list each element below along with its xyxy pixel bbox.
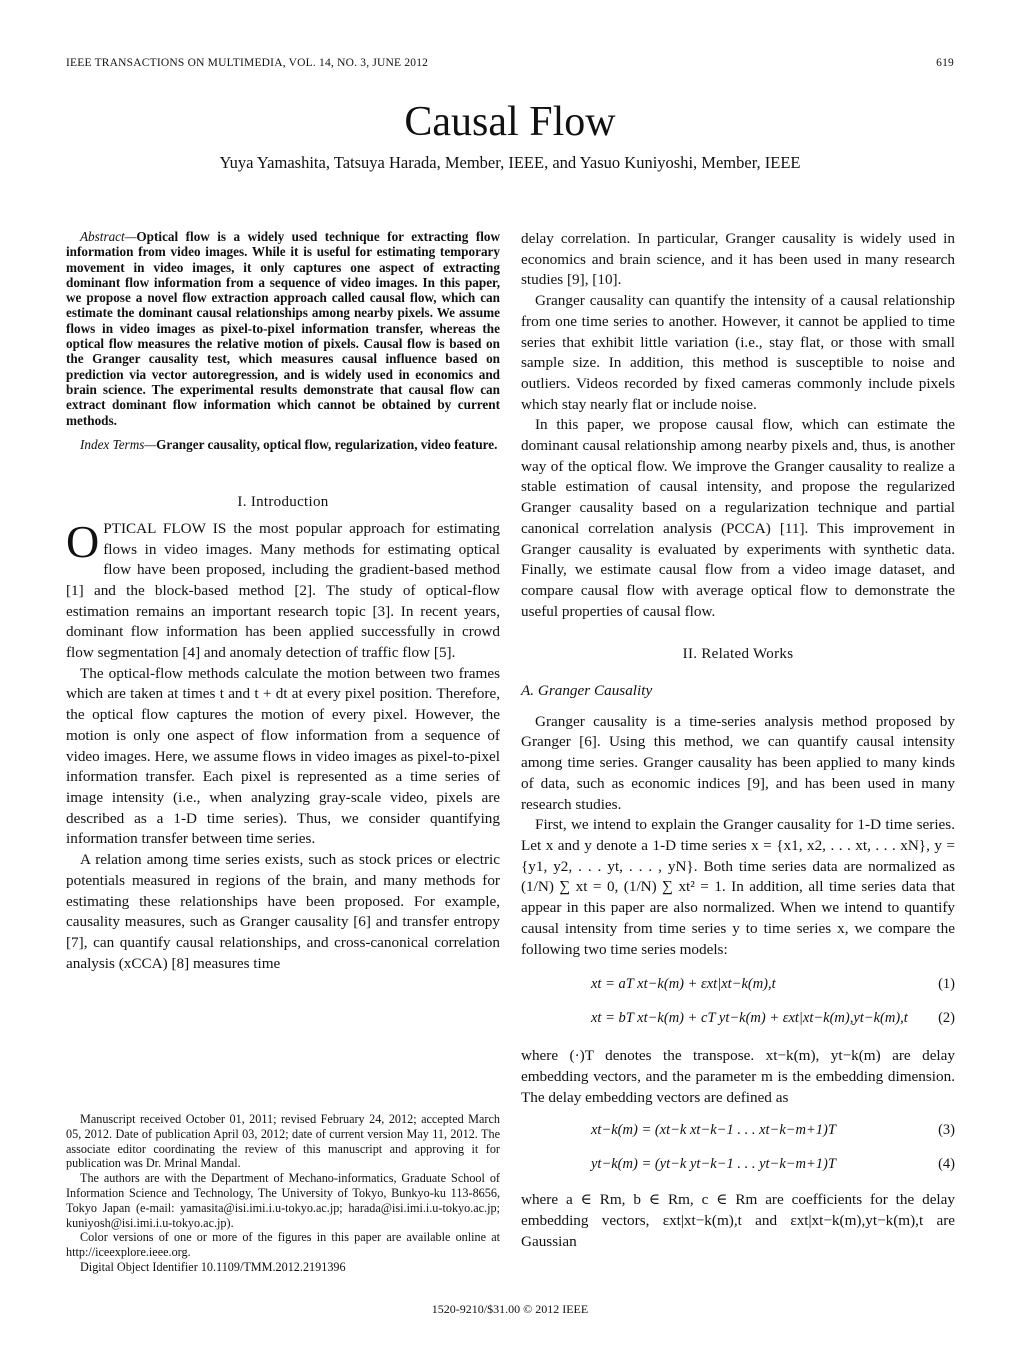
right-column bbox=[521, 229, 955, 1252]
footnote-doi: Digital Object Identifier 10.1109/TMM.2012.2191396 bbox=[80, 1259, 346, 1274]
granger-paragraph-2: First, we intend to explain the Granger causality for 1-D time series. Let x and y denote a 1-D time series x = {x1, x2, . . . xt, . . . xN}, y = {y1, y2, . . . yt, . . . , yN}. Both time series data are normalized as (1/N) ∑ xt = 0, (1/N) ∑ xt² = 1. In addition, all time series data that appear in this paper are also normalized. When we intend to quantify causal intensity from time series y to time series x, we compare the following two time series models: bbox=[521, 816, 955, 958]
subsection-heading-granger: A. Granger Causality bbox=[521, 682, 653, 700]
granger-paragraph-4: where a ∈ Rm, b ∈ Rm, c ∈ Rm are coefficients for the delay embedding vectors, εxt|xt−k(m),t and εxt|xt−k(m),yt−k(m),t are Gaussian bbox=[521, 1191, 955, 1250]
equation-2 bbox=[521, 1004, 955, 1038]
equation-1-body: xt = aT xt−k(m) + εxt|xt−k(m),t bbox=[591, 976, 776, 993]
footnotes bbox=[66, 1112, 500, 1275]
index-terms-label: Index Terms— bbox=[80, 436, 157, 452]
intro-paragraph-3: A relation among time series exists, such as stock prices or electric potentials measured in regions of the brain, and many methods for estimating these relationships have been proposed. For example, causality measures, such as Granger causality [6] and transfer entropy [7], can quantify causal relationships, and cross-canonical correlation analysis (xCCA) [8] measures time bbox=[66, 851, 500, 972]
right-paragraph-2: In this paper, we propose causal flow, which can estimate the dominant causal relationship among nearby pixels and, thus, is another way of the optical flow. We improve the Granger causality to realize a stable estimation of causal intensity, and propose the regularized Granger causality based on a regularization technique and partial canonical correlation analysis (PCCA) [11]. This improvement in Granger causality is evaluated by experiments with synthetic data. Finally, we estimate causal flow from a video image dataset, and compare causal flow with average optical flow to demonstrate the useful properties of causal flow. bbox=[521, 416, 955, 620]
equation-2-body: xt = bT xt−k(m) + cT yt−k(m) + εxt|xt−k(m),yt−k(m),t bbox=[591, 1010, 908, 1027]
right-paragraph-0: delay correlation. In particular, Granger causality is widely used in economics and brain science, and it has been used in many research studies [9], [10]. bbox=[521, 230, 955, 289]
journal-name: IEEE TRANSACTIONS ON MULTIMEDIA, VOL. 14, NO. 3, JUNE 2012 bbox=[66, 57, 429, 69]
equation-2-number: (2) bbox=[938, 1010, 955, 1027]
footnote-affiliation: The authors are with the Department of Mechano-informatics, Graduate School of Information Science and Technology, The University of Tokyo, Bunkyo-ku 113-8656, Tokyo Japan (e-mail: yamasita@isi.imi.i.u-tokyo.ac.jp; harada@isi.imi.i.u-tokyo.ac.jp; kuniyosh@isi.imi.i.u-tokyo.ac.jp). bbox=[66, 1171, 500, 1230]
intro-paragraph-1 bbox=[66, 515, 500, 664]
footnote-manuscript: Manuscript received October 01, 2011; revised February 24, 2012; accepted March 05, 2012. Date of publication April 03, 2012; date of current version May 11, 2012. The associate editor coordinating the review of this manuscript and approving it for publication was Dr. Mrinal Mandal. bbox=[66, 1112, 500, 1171]
page-number: 619 bbox=[936, 57, 954, 69]
equation-4-number: (4) bbox=[938, 1156, 955, 1173]
intro-paragraph-1-text: PTICAL FLOW IS the most popular approach for estimating flows in video images. Many methods for estimating optical flow have been proposed, including the gradient-based method [1] and the block-based method [2]. The study of optical-flow estimation remains an important research topic [3]. In recent years, dominant flow information has been applied successfully in crowd flow segmentation [4] and anomaly detection of traffic flow [5]. bbox=[66, 519, 500, 662]
equation-4-body: yt−k(m) = (yt−k yt−k−1 . . . yt−k−m+1)T bbox=[591, 1156, 836, 1173]
section-heading-introduction: I. Introduction bbox=[237, 494, 329, 511]
abstract bbox=[66, 229, 500, 428]
drop-cap: O bbox=[66, 515, 100, 567]
abstract-label: Abstract— bbox=[80, 229, 137, 244]
left-column bbox=[66, 229, 500, 974]
equation-4 bbox=[521, 1150, 955, 1184]
footnote-color: Color versions of one or more of the figures in this paper are available online at http://iceexplore.ieee.org. bbox=[66, 1230, 500, 1260]
intro-paragraph-2: The optical-flow methods calculate the motion between two frames which are taken at times t and t + dt at every pixel position. Therefore, the optical flow captures the motion of every pixel. However, the motion is only one aspect of flow information from a sequence of video images. Here, we assume flows in video images as pixel-to-pixel information transfer. Each pixel is represented as a time series of image intensity (i.e., when analyzing gray-scale video, pixels are described as a 1-D time series). Thus, we consider quantifying information transfer between time series. bbox=[66, 664, 500, 848]
paper-title: Causal Flow bbox=[404, 99, 616, 145]
equation-3 bbox=[521, 1116, 955, 1150]
right-paragraph-1: Granger causality can quantify the intensity of a causal relationship from one time series to another. However, it cannot be applied to time series that exhibit little variation (i.e., stay flat, or those with small sample size. In addition, this method is susceptible to noise and outliers. Videos recorded by fixed cameras commonly include pixels which stay nearly flat or include noise. bbox=[521, 292, 955, 413]
abstract-text: Optical flow is a widely used technique for extracting flow information from video images. While it is useful for estimating temporary movement in video images, it only captures one aspect of extracting dominant flow information from a sequence of video images. In this paper, we propose a novel flow extraction approach called causal flow, which can estimate the dominant causal relationships among nearby pixels. We assume flows in video images as pixel-to-pixel information transfer, whereas the optical flow measures the relative motion of pixels. Causal flow is based on the Granger causality test, which measures causal influence based on prediction via vector autoregression, and is widely used in economics and brain science. The experimental results demonstrate that causal flow can extract dominant flow information which cannot be obtained by current methods. bbox=[66, 229, 500, 428]
equation-3-number: (3) bbox=[938, 1122, 955, 1139]
section-heading-related-works: II. Related Works bbox=[682, 646, 794, 663]
equation-1-number: (1) bbox=[938, 976, 955, 993]
author-line: Yuya Yamashita, Tatsuya Harada, Member, IEEE, and Yasuo Kuniyoshi, Member, IEEE bbox=[219, 153, 801, 172]
equation-1 bbox=[521, 970, 955, 1004]
granger-paragraph-3: where (·)T denotes the transpose. xt−k(m), yt−k(m) are delay embedding vectors, and the parameter m is the embedding dimension. The delay embedding vectors are defined as bbox=[521, 1047, 955, 1106]
copyright-line: 1520-9210/$31.00 © 2012 IEEE bbox=[431, 1302, 589, 1316]
equation-3-body: xt−k(m) = (xt−k xt−k−1 . . . xt−k−m+1)T bbox=[591, 1122, 836, 1139]
running-header bbox=[66, 57, 954, 69]
index-terms bbox=[66, 437, 500, 452]
granger-paragraph-1: Granger causality is a time-series analysis method proposed by Granger [6]. Using this method, we can quantify causal intensity among time series. Granger causality has been applied to many kinds of data, such as economic indices [9], and has been used in many research studies. bbox=[521, 712, 955, 813]
index-terms-text: Granger causality, optical flow, regularization, video feature. bbox=[156, 436, 498, 452]
